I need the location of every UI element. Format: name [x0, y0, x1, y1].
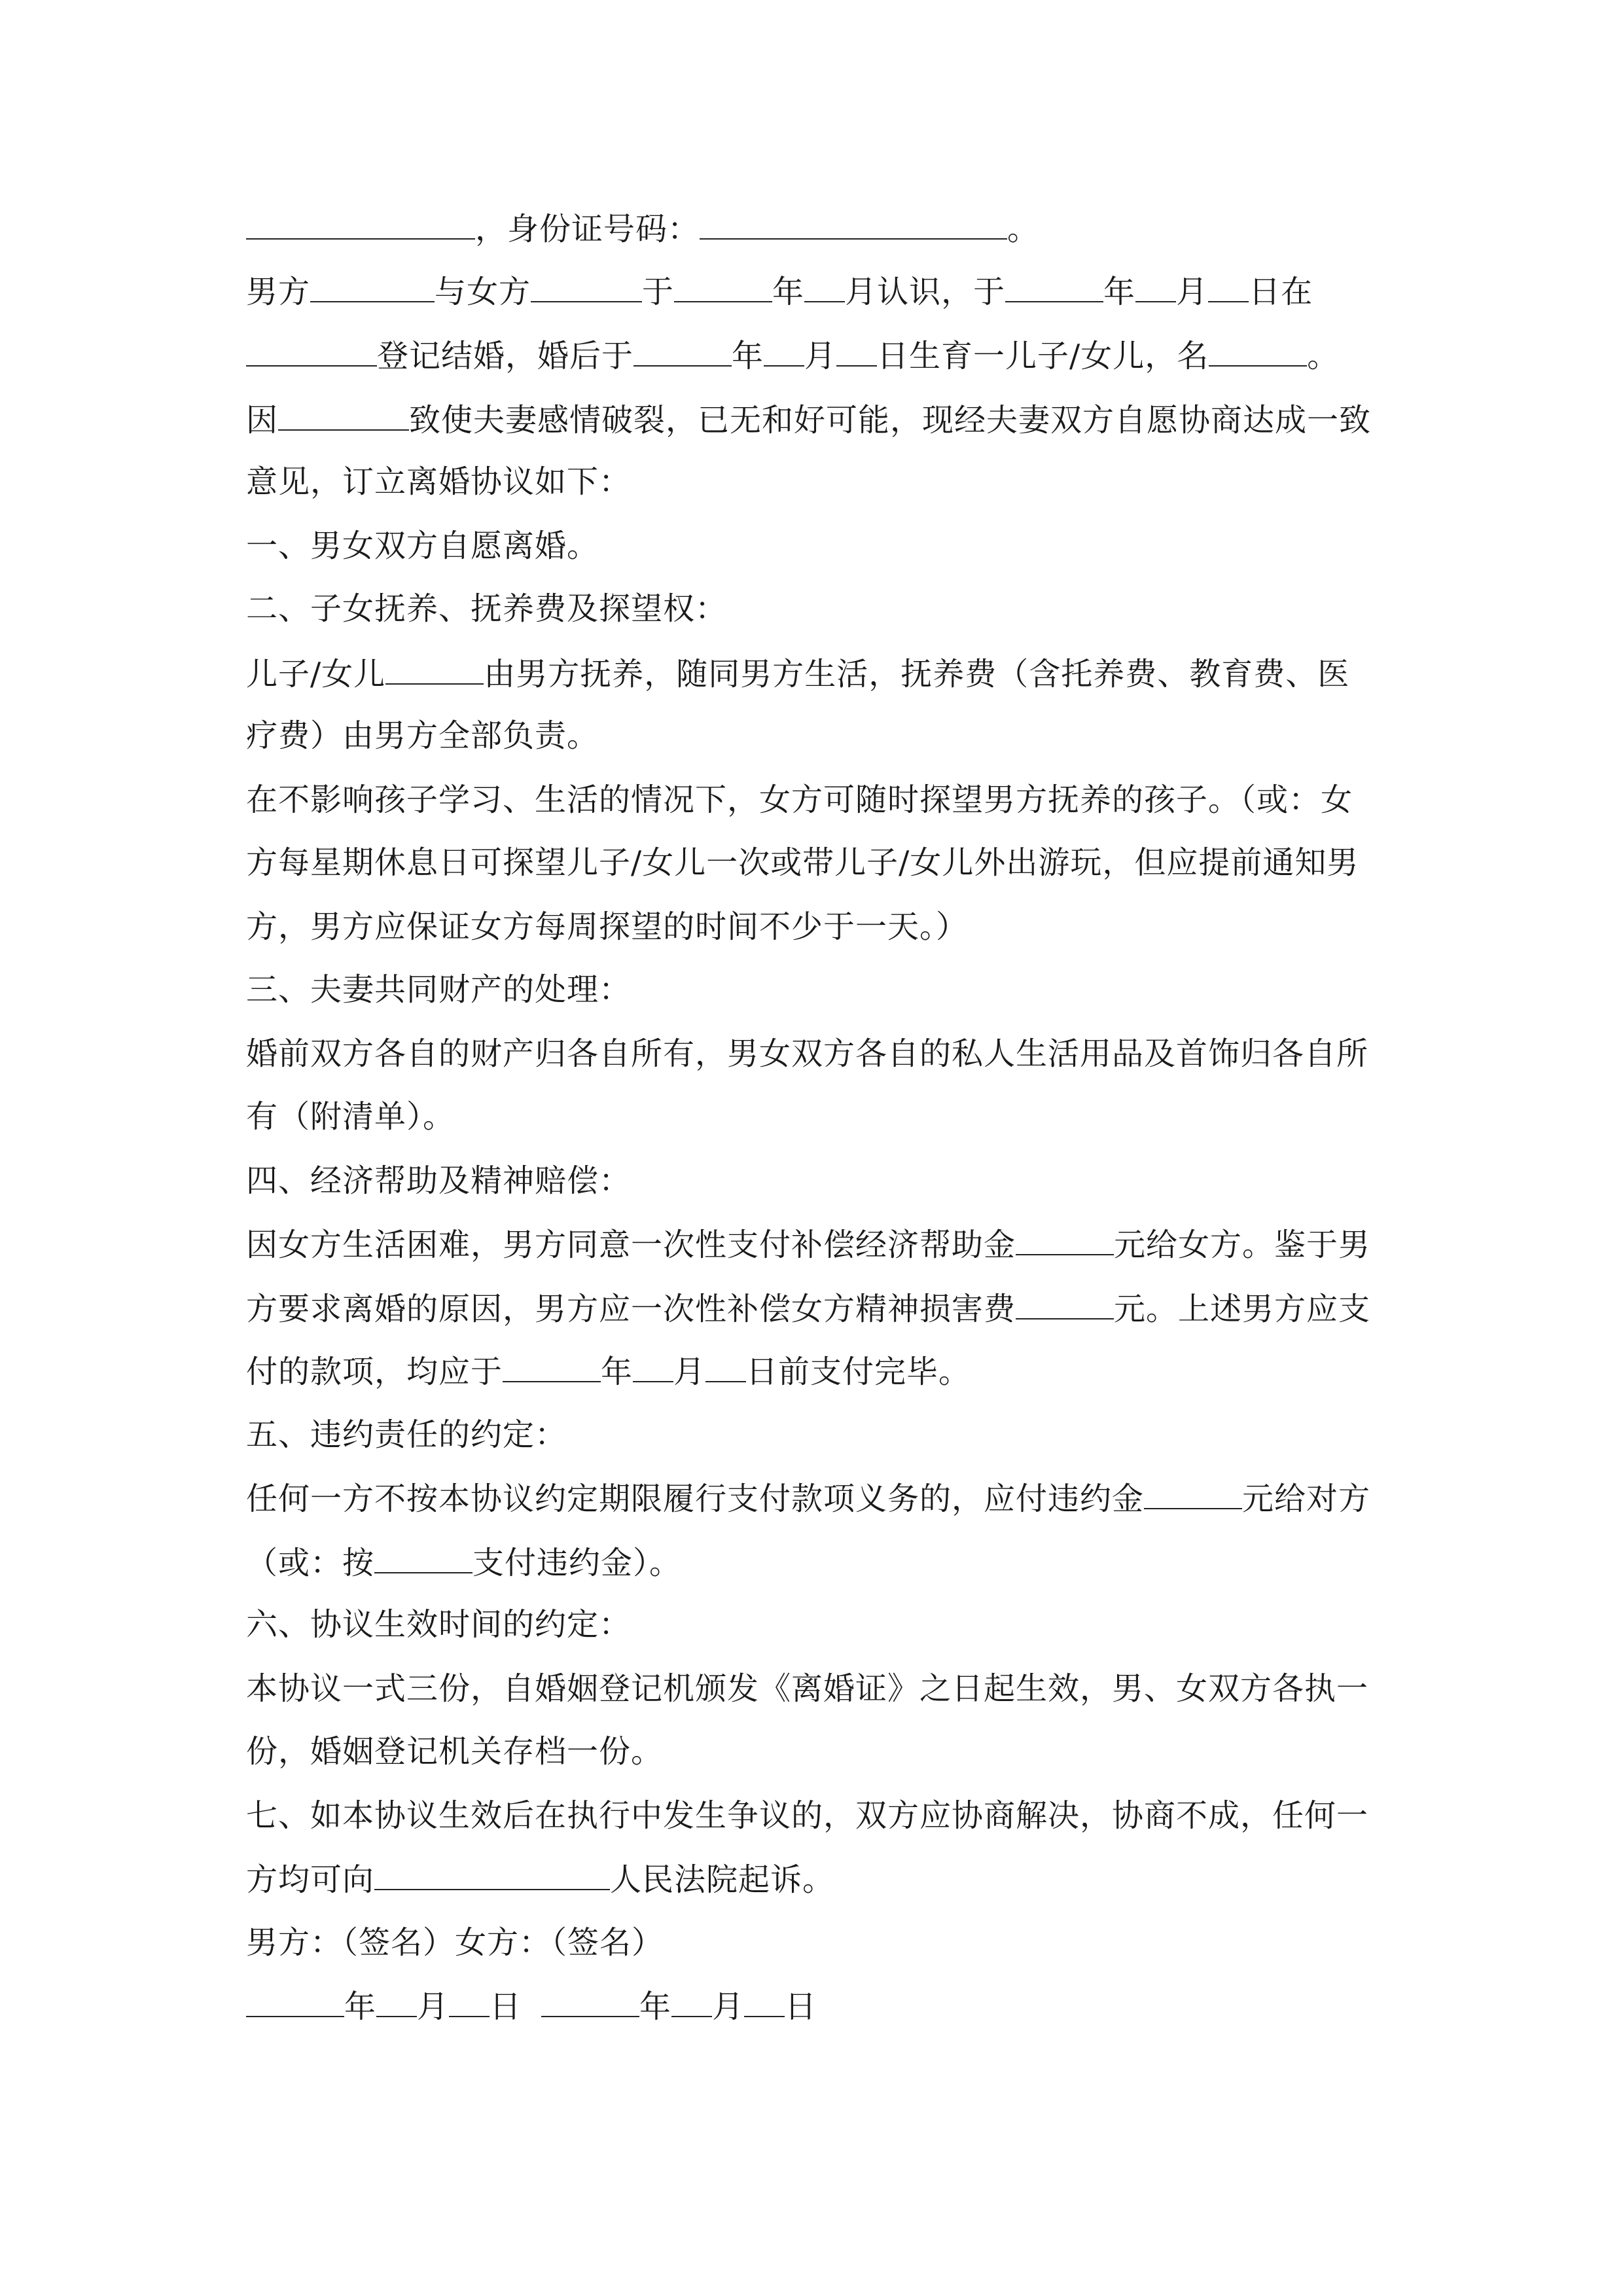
section-4-line-2: 方要求离婚的原因，男方应一次性补偿女方精神损害费 元。上述男方应支: [246, 1288, 1370, 1329]
wife-sign-month-blank: [671, 1986, 712, 2017]
section-2-line-4: 方每星期休息日可探望儿子/女儿一次或带儿子/女儿外出游玩，但应提前通知男: [246, 844, 1359, 881]
husband-sign-year-blank: [246, 1986, 344, 2017]
section-5-line-2: （或：按 支付违约金）。: [246, 1542, 681, 1583]
section-4-line-1: 因女方生活困难，男方同意一次性支付补偿经济帮助金 元给女方。鉴于男: [246, 1224, 1370, 1265]
intro-line-3: 因 致使夫妻感情破裂，已无和好可能，现经夫妻双方自愿协商达成一致: [246, 399, 1371, 440]
section-4-heading: 四、经济帮助及精神赔偿：: [246, 1162, 632, 1199]
signature-date-line: 年 月 日 年 月 日: [246, 1986, 817, 2026]
section-7-line-2: 方均可向 人民法院起诉。: [246, 1859, 834, 1899]
marry-day-blank: [1208, 271, 1249, 302]
assistance-amount-blank: [1016, 1224, 1114, 1255]
section-1-heading: 一、男女双方自愿离婚。: [246, 528, 599, 564]
signature-line: 男方：（签名）女方：（签名）: [246, 1924, 664, 1961]
birth-month-blank: [764, 335, 804, 367]
wife-name-blank: [531, 271, 642, 302]
section-5-heading: 五、违约责任的约定：: [246, 1416, 567, 1453]
intro-line-1: 男方 与女方 于 年 月认识，于 年 月 日在: [246, 271, 1313, 312]
intro-line-4: 意见，订立离婚协议如下：: [246, 463, 632, 500]
court-name-blank: [374, 1859, 610, 1890]
wife-sign-day-blank: [744, 1986, 785, 2017]
name-blank: [246, 208, 475, 240]
section-2-line-1: 儿子/女儿 由男方抚养，随同男方生活，抚养费（含托养费、教育费、医: [246, 653, 1349, 694]
section-2-line-2: 疗费）由男方全部负责。: [246, 717, 599, 754]
section-6-heading: 六、协议生效时间的约定：: [246, 1606, 632, 1643]
penalty-amount-blank: [1144, 1478, 1242, 1509]
section-7-line-1: 七、如本协议生效后在执行中发生争议的，双方应协商解决，协商不成，任何一: [246, 1797, 1369, 1834]
husband-sign-day-blank: [449, 1986, 490, 2017]
birth-year-blank: [633, 335, 732, 367]
section-4-line-3: 付的款项，均应于 年 月 日前支付完毕。: [246, 1351, 971, 1391]
section-2-line-3: 在不影响孩子学习、生活的情况下，女方可随时探望男方抚养的孩子。（或：女: [246, 781, 1353, 818]
section-3-line-2: 有（附清单）。: [246, 1098, 455, 1135]
husband-name-blank: [310, 271, 435, 302]
registration-place-blank: [246, 335, 377, 367]
meet-year-blank: [674, 271, 772, 302]
marry-month-blank: [1135, 271, 1176, 302]
section-3-heading: 三、夫妻共同财产的处理：: [246, 971, 632, 1008]
compensation-amount-blank: [1016, 1288, 1114, 1319]
id-number-blank: [700, 208, 1007, 240]
wife-sign-year-blank: [541, 1986, 639, 2017]
section-2-heading: 二、子女抚养、抚养费及探望权：: [246, 590, 728, 627]
penalty-basis-blank: [374, 1542, 473, 1573]
birth-day-blank: [836, 335, 877, 367]
payment-day-blank: [705, 1351, 746, 1382]
id-number-line: ，身份证号码： 。: [246, 208, 1039, 249]
section-2-line-5: 方，男方应保证女方每周探望的时间不少于一天。）: [246, 908, 969, 945]
section-6-line-2: 份，婚姻登记机关存档一份。: [246, 1733, 664, 1770]
child-name-blank: [1209, 335, 1307, 367]
custody-child-blank: [385, 653, 484, 685]
husband-sign-month-blank: [376, 1986, 417, 2017]
payment-month-blank: [633, 1351, 673, 1382]
marry-year-blank: [1005, 271, 1103, 302]
meet-month-blank: [804, 271, 845, 302]
payment-year-blank: [503, 1351, 601, 1382]
reason-blank: [278, 399, 409, 431]
section-5-line-1: 任何一方不按本协议约定期限履行支付款项义务的，应付违约金 元给对方: [246, 1478, 1370, 1518]
section-3-line-1: 婚前双方各自的财产归各自所有，男女双方各自的私人生活用品及首饰归各自所: [246, 1035, 1369, 1072]
intro-line-2: 登记结婚，婚后于 年 月 日生育一儿子/女儿，名 。: [246, 335, 1339, 376]
section-6-line-1: 本协议一式三份，自婚姻登记机颁发《离婚证》之日起生效，男、女双方各执一: [246, 1670, 1369, 1707]
